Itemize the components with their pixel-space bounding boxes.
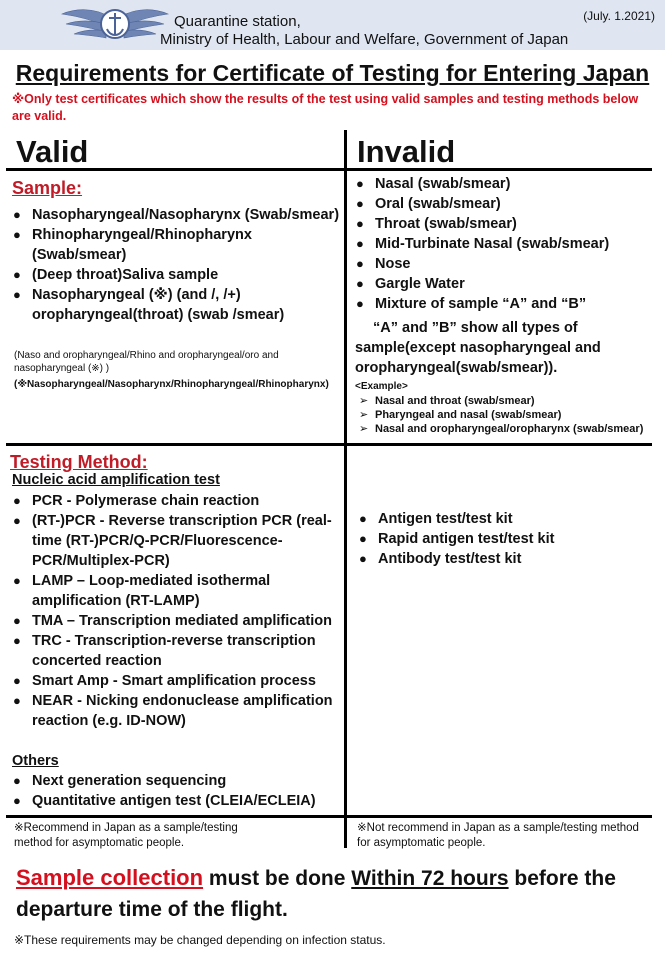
page-title: Requirements for Certificate of Testing for Entering Japan — [15, 60, 650, 86]
list-item: ● (Deep throat)Saliva sample — [12, 265, 342, 285]
naat-title: Nucleic acid amplification test — [12, 472, 220, 488]
list-item: ● Antigen test/test kit — [358, 509, 653, 529]
list-item: ● Mid-Turbinate Nasal (swab/smear) — [355, 234, 655, 254]
testing-section-title: Testing Method: — [10, 452, 148, 472]
issue-date: (July. 1.2021) — [583, 9, 655, 23]
wings-anchor-emblem-icon — [60, 4, 170, 46]
org-line-2: Ministry of Health, Labour and Welfare, Government of Japan — [160, 31, 569, 48]
example-label: <Example> — [355, 381, 408, 392]
column-divider — [344, 130, 347, 848]
footnote-divider — [6, 815, 652, 818]
invalid-sample-list — [355, 174, 655, 314]
header-band — [0, 0, 665, 50]
validity-note: ※Only test certificates which show the results of the test using valid samples and testing methods below are valid. — [12, 92, 639, 123]
sample-combination-note: (Naso and oropharyngeal/Rhino and oropharyngeal/oro and nasopharyngeal (※) ) — [14, 350, 279, 374]
header-divider — [6, 168, 652, 171]
mixture-description: “A” and ”B” show all types of sample(except nasopharyngeal and oropharyngeal(swab/smear)). — [355, 320, 601, 376]
statement-text: must be done — [203, 867, 352, 890]
list-item: ● Nasopharyngeal (※) (and /, /+) oropharyngeal(throat) (swab /smear) — [12, 285, 342, 325]
list-item: ● TRC - Transcription-reverse transcription concerted reaction — [12, 631, 342, 671]
list-item: ● Antibody test/test kit — [358, 549, 653, 569]
statement-text-end: before the departure time of the flight. — [16, 867, 616, 921]
nasopharyngeal-definition-note: (※Nasopharyngeal/Nasopharynx/Rhinopharyngeal/Rhinopharynx) — [14, 379, 329, 390]
section-divider — [6, 443, 652, 446]
change-notice: ※These requirements may be changed depending on infection status. — [14, 933, 386, 947]
org-line-1: Quarantine station, — [174, 13, 301, 30]
valid-column-heading: Valid — [16, 134, 89, 169]
valid-testing-list — [12, 491, 342, 731]
within-72-hours-highlight: Within 72 hours — [351, 867, 509, 890]
list-item: ● Throat (swab/smear) — [355, 214, 655, 234]
list-item: ● Rhinopharyngeal/Rhinopharynx (Swab/smear) — [12, 225, 342, 265]
list-item: ● Mixture of sample “A” and “B” — [355, 294, 655, 314]
invalid-footnote: ※Not recommend in Japan as a sample/testing method for asymptomatic people. — [357, 822, 639, 849]
list-item: ● Oral (swab/smear) — [355, 194, 655, 214]
list-item: ● Gargle Water — [355, 274, 655, 294]
others-list — [12, 771, 342, 811]
list-item: ● LAMP – Loop-mediated isothermal amplification (RT-LAMP) — [12, 571, 342, 611]
sample-collection-statement — [16, 862, 656, 925]
sample-section-title: Sample: — [12, 178, 83, 198]
example-item: ➢ Nasal and oropharyngeal/oropharynx (swab/smear) — [355, 422, 660, 436]
valid-footnote: ※Recommend in Japan as a sample/testing method for asymptomatic people. — [14, 822, 238, 849]
list-item: ● TMA – Transcription mediated amplification — [12, 611, 342, 631]
invalid-column-heading: Invalid — [357, 134, 456, 169]
others-title: Others — [12, 753, 59, 769]
list-item: ● NEAR - Nicking endonuclease amplification reaction (e.g. ID-NOW) — [12, 691, 342, 731]
example-item: ➢ Pharyngeal and nasal (swab/smear) — [355, 408, 660, 422]
list-item: ● Rapid antigen test/test kit — [358, 529, 653, 549]
list-item: ● Quantitative antigen test (CLEIA/ECLEIA) — [12, 791, 342, 811]
list-item: ● Smart Amp - Smart amplification process — [12, 671, 342, 691]
list-item: ● Nasal (swab/smear) — [355, 174, 655, 194]
list-item: ● PCR - Polymerase chain reaction — [12, 491, 342, 511]
list-item: ● Nose — [355, 254, 655, 274]
valid-sample-list — [12, 205, 342, 325]
invalid-testing-list — [358, 509, 653, 569]
example-item: ➢ Nasal and throat (swab/smear) — [355, 394, 660, 408]
example-list — [355, 394, 660, 436]
list-item: ● (RT-)PCR - Reverse transcription PCR (real-time (RT-)PCR/Q-PCR/Fluorescence-PCR/Multiplex-PCR) — [12, 511, 342, 571]
list-item: ● Nasopharyngeal/Nasopharynx (Swab/smear) — [12, 205, 342, 225]
list-item: ● Next generation sequencing — [12, 771, 342, 791]
sample-collection-highlight: Sample collection — [16, 865, 204, 890]
